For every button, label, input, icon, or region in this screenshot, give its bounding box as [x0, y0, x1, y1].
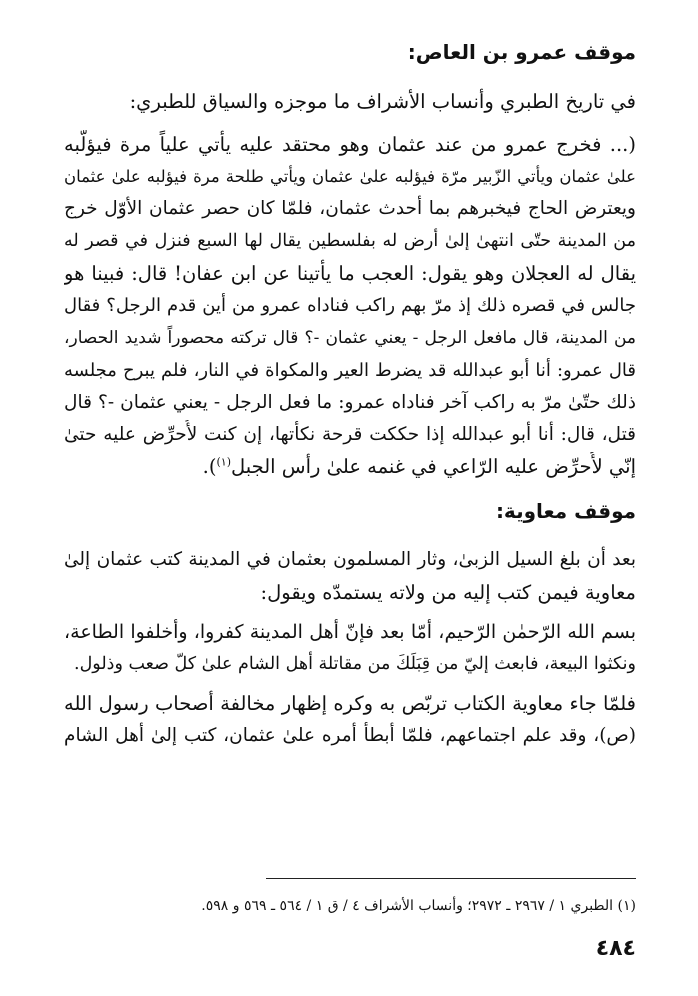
quote-line: (... فخرج عمرو من عند عثمان وهو محتقد عليه يأتي علياً مرة فيؤلّبه: [64, 133, 636, 156]
paragraph-line: فلمّا جاء معاوية الكتاب تربّص به وكره إظهار مخالفة أصحاب رسول الله: [64, 692, 636, 715]
quote-line-text: إنّي لأُحرِّض عليه الرّاعي في غنمه علىٰ رأس الجبل: [230, 455, 636, 478]
paragraph-line: بعد أن بلغ السيل الزبىٰ، وثار المسلمون بعثمان في المدينة كتب عثمان إلىٰ: [64, 549, 636, 570]
quote-line-last: [64, 452, 636, 482]
letter-line: بسم الله الرّحمٰن الرّحيم، أمّا بعد فإنّ أهل المدينة كفروا، وأخلفوا الطاعة،: [64, 621, 636, 643]
paragraph-line: (ص)، وقد علم اجتماعهم، فلمّا أبطأ أمره علىٰ عثمان، كتب إلىٰ أهل الشام: [64, 725, 636, 746]
quote-line: يقال له العجلان وهو يقول: العجب ما يأتينا عن ابن عفان! قال: فبينا هو: [64, 262, 636, 285]
quote-line: ذلك حتّىٰ مرّ به راكب آخر فناداه عمرو: ما فعل الرجل - يعني عثمان -؟ قال: [64, 392, 636, 413]
footnote-marker: (١): [216, 455, 231, 469]
quote-line: ويعترض الحاج فيخبرهم بما أحدث عثمان، فلمّا كان حصر عثمان الأوّل خرج: [64, 198, 636, 219]
intro-line: في تاريخ الطبري وأنساب الأشراف ما موجزه والسياق للطبري:: [129, 90, 636, 113]
quote-line: قال عمرو: أنا أبو عبدالله قد يضرط العير والمكواة في النار، فلم يبرح مجلسه: [64, 360, 636, 381]
section-heading-muawiya: موقف معاوية:: [495, 499, 636, 523]
letter-line: ونكثوا البيعة، فابعث إليّ من قِبَلَكَ من مقاتلة أهل الشام علىٰ كلّ صعب وذلول.: [74, 654, 636, 674]
footnote: (١) الطبري ١ / ٢٩٦٧ ـ ٢٩٧٢؛ وأنساب الأشراف ٤ / ق ١ / ٥٦٤ ـ ٥٦٩ و ٥٩٨.: [201, 898, 636, 914]
quote-line: علىٰ عثمان ويأتي الزّبير مرّة فيؤلبه علىٰ عثمان ويأتي طلحة مرة فيؤلبه علىٰ عثمان: [64, 167, 636, 186]
section-heading-amr: موقف عمرو بن العاص:: [407, 40, 636, 64]
footnote-separator: [266, 878, 636, 879]
quote-line: قتل، قال: أنا أبو عبدالله إذا حككت قرحة نكأتها، إن كنت لأُحرِّض عليه حتىٰ: [64, 424, 636, 445]
quote-close: ).: [202, 455, 217, 478]
quote-line: جالس في قصره ذلك إذ مرّ بهم راكب فناداه عمرو من أين قدم الرجل؟ فقال: [64, 295, 636, 316]
page-number: ٤٨٤: [595, 936, 636, 961]
quote-line: من المدينة، قال مافعل الرجل - يعني عثمان -؟ قال تركته محصوراً شديد الحصار،: [64, 328, 636, 348]
quote-line: من المدينة حتّى انتهىٰ إلىٰ أرض له بفلسطين يقال لها السبع فنزل في قصر له: [64, 231, 636, 251]
paragraph-line: معاوية فيمن كتب إليه من ولاته يستمدّه ويقول:: [260, 581, 636, 604]
